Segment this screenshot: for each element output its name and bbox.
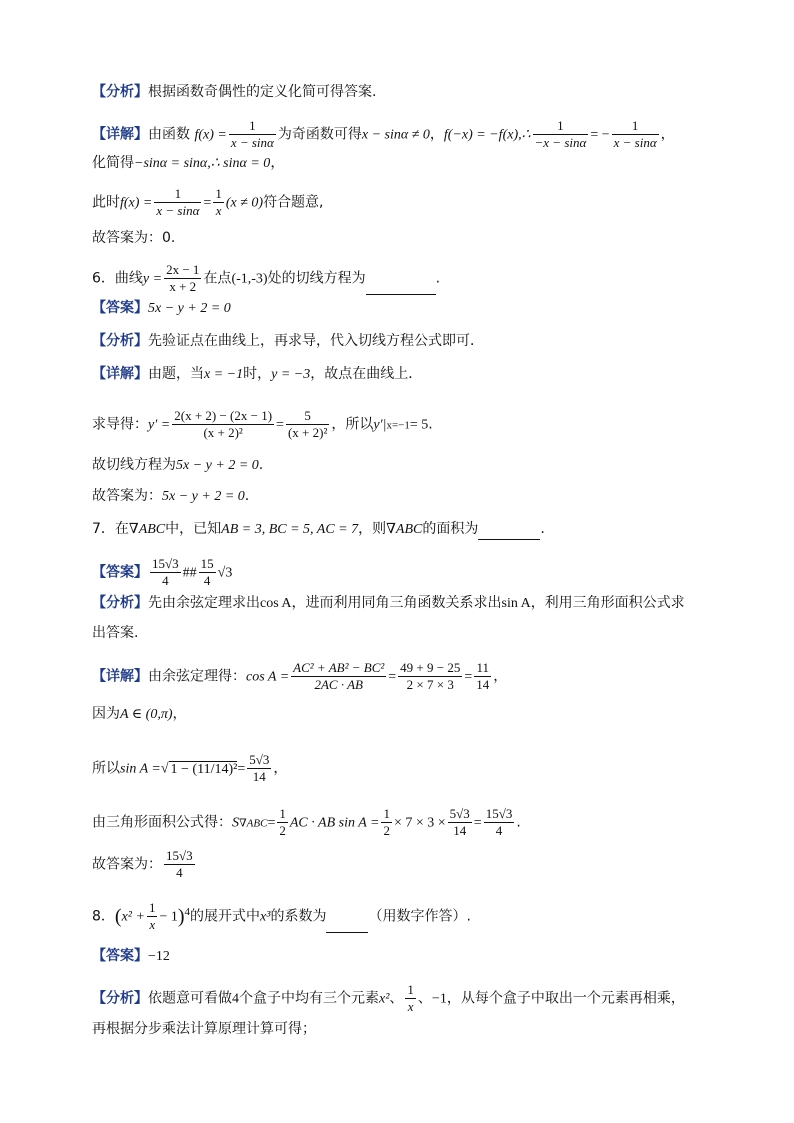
- math-eq: = −: [590, 127, 610, 143]
- answer-tag: 【答案】: [92, 300, 148, 316]
- math-eq: =: [473, 815, 482, 831]
- question-text: 处的切线方程为: [267, 270, 366, 287]
- fraction-denominator: 4: [203, 573, 211, 588]
- answer-tag: 【答案】: [92, 948, 148, 964]
- analysis-text: 依题意可看做: [148, 990, 232, 1007]
- q6-tangent: [92, 455, 263, 476]
- analysis-text: ，进而利用同角三角函数关系求出: [291, 595, 502, 611]
- fraction: [474, 660, 491, 693]
- math-eq: =: [203, 195, 212, 211]
- q6-answer: [92, 298, 231, 319]
- question-text: 的面积为: [422, 521, 479, 537]
- math-triangle: ∇ABC: [128, 522, 166, 537]
- math-term: x²: [379, 991, 390, 1007]
- detail-tag: 【详解】: [92, 366, 148, 382]
- comma: ，: [429, 126, 444, 143]
- q7-analysis: [92, 593, 685, 614]
- question-text: ，则: [358, 521, 387, 537]
- fraction: [229, 118, 276, 151]
- math-triangle: ∇ABC: [386, 522, 423, 537]
- detail-tag: 【详解】: [92, 668, 148, 685]
- fraction-denominator: −x − sinα: [534, 135, 587, 150]
- math-answer: 5x − y + 2 = 0: [148, 301, 231, 316]
- math-radicand: 1 − (11/14)²: [170, 761, 238, 777]
- detail-text: 为奇函数可得: [277, 126, 362, 143]
- math-term: x³: [260, 909, 271, 925]
- analysis-text: 再根据分步乘法计算原理计算可得；: [92, 1021, 316, 1037]
- fraction: [381, 806, 392, 839]
- math-odd: f(−x) = −f(x),∴: [443, 127, 531, 143]
- q6-analysis: [92, 331, 484, 351]
- fraction-denominator: 2: [279, 823, 286, 838]
- separator: ##: [182, 565, 197, 581]
- detail-text: 因为: [92, 706, 120, 722]
- q7-area: [92, 806, 521, 839]
- period: .: [516, 814, 521, 831]
- math-expr: × 7 × 3 ×: [393, 815, 446, 831]
- detail-text: 符合题意,: [263, 194, 324, 211]
- question-number: 8．: [92, 908, 115, 925]
- fraction-denominator: x − sinα: [230, 135, 274, 150]
- fraction-numerator: 11: [474, 660, 491, 677]
- fraction-numerator: 1: [383, 806, 390, 821]
- q7-final: [92, 848, 197, 881]
- fraction-numerator: 1: [533, 118, 589, 135]
- fraction: [398, 660, 462, 693]
- detail-text: 由余弦定理得：: [148, 668, 246, 685]
- detail-text: 故答案为：: [92, 856, 162, 873]
- question-8: 8．(x² + $\frac{1}{x}$ − 1)$^4$的展开式中x³的系数为 （用数字作答）.: [92, 900, 471, 932]
- detail-text: 由函数: [148, 126, 190, 143]
- fraction-denominator: x: [149, 917, 156, 932]
- fraction-denominator: 4: [162, 573, 169, 588]
- q6-final: [92, 486, 249, 507]
- math-value: = 5: [409, 417, 429, 433]
- period: .: [428, 416, 433, 433]
- comma: ，: [493, 668, 508, 685]
- analysis-line-1: [92, 82, 376, 102]
- q7-answer: [92, 556, 232, 589]
- fraction-denominator: x − sinα: [156, 203, 200, 218]
- math-fx: f(x) =: [194, 127, 227, 143]
- math-subscript: x=−1: [386, 419, 410, 432]
- math-cos: cos A: [260, 596, 292, 611]
- q7-range: [92, 704, 187, 725]
- math-subscript: ∇ABC: [239, 817, 268, 830]
- q7-detail: [92, 660, 507, 693]
- detail-text: 故答案为：: [92, 488, 162, 504]
- math-x: x = −1: [204, 367, 244, 382]
- math-area: S: [232, 815, 239, 831]
- comma: ，: [660, 126, 675, 143]
- fraction-numerator: 2(x + 2) − (2x − 1): [174, 408, 273, 423]
- fraction-numerator: 1: [148, 900, 156, 915]
- fraction-numerator: 15: [200, 556, 214, 571]
- fraction-denominator: 4: [176, 865, 183, 880]
- comma: ，: [270, 155, 285, 171]
- fraction-denominator: 14: [453, 823, 467, 838]
- period: .: [244, 488, 250, 504]
- answer-summary-text: 故答案为：0.: [92, 230, 176, 246]
- fraction: [533, 118, 589, 151]
- answer-tag: 【答案】: [92, 564, 148, 581]
- separator: 、: [389, 990, 404, 1007]
- answer-summary: [92, 228, 175, 248]
- fraction-denominator: 14: [476, 677, 490, 692]
- fraction: [291, 660, 386, 693]
- fraction-denominator: 4: [495, 823, 503, 838]
- analysis-text: 出答案.: [92, 625, 139, 641]
- period: .: [540, 521, 545, 537]
- comma: ，: [273, 760, 288, 777]
- fraction-denominator: 2: [383, 823, 390, 838]
- fraction-denominator: 14: [252, 769, 266, 784]
- fraction: [199, 556, 216, 589]
- math-eq: =: [276, 417, 284, 433]
- fraction-numerator: 1: [612, 118, 659, 135]
- fraction-denominator: x: [407, 999, 414, 1014]
- fraction-numerator: 1: [279, 806, 286, 821]
- answer-blank: [478, 523, 540, 540]
- detail-line-1: [92, 118, 675, 151]
- answer-blank: [326, 916, 368, 933]
- fraction-numerator: 5√3: [249, 752, 270, 767]
- fraction: [213, 186, 224, 219]
- math-eq: 5x − y + 2 = 0: [162, 489, 245, 504]
- math-range: A ∈ (0,π): [120, 707, 173, 722]
- fraction: [405, 982, 416, 1015]
- fraction-numerator: 1: [215, 186, 222, 201]
- math-cos: cos A =: [246, 669, 290, 685]
- math-eq: 5x − y + 2 = 0: [176, 458, 259, 473]
- fraction-numerator: 5: [286, 408, 329, 425]
- fraction-denominator: 2AC · AB: [314, 677, 363, 692]
- fraction-numerator: 5√3: [449, 806, 470, 821]
- question-6: [92, 262, 440, 295]
- fraction-numerator: 15√3: [152, 556, 179, 571]
- analysis-text: 个盒子中均有三个元素: [239, 990, 379, 1007]
- question-text: 的系数为: [270, 908, 327, 925]
- math-yprime: y′|: [373, 417, 387, 433]
- detail-text: 故切线方程为: [92, 457, 176, 473]
- question-text: 中，已知: [165, 521, 222, 537]
- period: .: [435, 270, 441, 287]
- fraction-numerator: AC² + AB² − BC²: [293, 660, 385, 675]
- math-eq: =: [388, 669, 397, 685]
- fraction: [150, 556, 181, 589]
- analysis-text: ，利用三角形面积公式求: [530, 595, 685, 611]
- math-given: AB = 3, BC = 5, AC = 7: [221, 522, 359, 537]
- math-y: y =: [142, 271, 163, 287]
- fraction: [247, 752, 271, 785]
- math-number: 4: [232, 991, 239, 1007]
- fraction-numerator: 1: [154, 186, 201, 203]
- math-eq: =: [237, 761, 246, 777]
- detail-text: 由三角形面积公式得：: [92, 814, 232, 831]
- detail-text: 由题，当: [148, 366, 204, 382]
- detail-text: 所以: [92, 760, 120, 777]
- comma: ，: [172, 706, 187, 722]
- detail-line-2: [92, 153, 284, 174]
- math-sin: sin A: [501, 596, 531, 611]
- fraction: [484, 806, 515, 839]
- fraction: [448, 806, 472, 839]
- detail-text: 求导得：: [92, 416, 148, 433]
- fraction: [277, 806, 288, 839]
- question-number: 7．在: [92, 521, 129, 537]
- fraction: [286, 408, 329, 441]
- analysis-tag: 【分析】: [92, 990, 148, 1007]
- question-number: 6．曲线: [92, 270, 143, 287]
- detail-line-3: [92, 186, 324, 219]
- fraction-numerator: 1: [407, 982, 414, 997]
- answer-blank: [366, 278, 436, 295]
- math-root: √3: [217, 565, 233, 581]
- math-eq: =: [267, 815, 276, 831]
- detail-text: 化简得: [92, 155, 134, 171]
- fraction-numerator: 1: [229, 118, 276, 135]
- math-y: y = −3: [271, 367, 311, 382]
- fraction-denominator: x − sinα: [613, 135, 657, 150]
- fraction-denominator: 2 × 7 × 3: [406, 677, 454, 692]
- fraction: [612, 118, 659, 151]
- q6-detail: [92, 364, 422, 385]
- fraction-numerator: 15√3: [166, 848, 193, 863]
- question-text: 在点: [203, 270, 232, 287]
- q7-analysis-cont: [92, 623, 138, 643]
- question-text: 的展开式中: [190, 908, 261, 925]
- fraction-denominator: x + 2: [169, 279, 197, 294]
- separator: 、: [417, 990, 432, 1007]
- detail-text: 时，: [243, 366, 272, 382]
- analysis-text: ，从每个盒子中取出一个元素再相乘，: [446, 990, 685, 1007]
- math-expr: x² +: [121, 909, 145, 925]
- detail-text: ，所以: [331, 416, 374, 433]
- fraction: [172, 408, 274, 441]
- q6-derivative: [92, 408, 433, 441]
- analysis-tag: 【分析】: [92, 333, 148, 349]
- fraction-numerator: 2x − 1: [166, 262, 200, 277]
- question-text: （用数字作答）.: [368, 908, 471, 925]
- fraction: [147, 900, 158, 933]
- math-expr: AC · AB sin A =: [289, 815, 380, 831]
- detail-text: ，故点在曲线上．: [310, 366, 423, 382]
- analysis-text: 先验证点在曲线上，再求导，代入切线方程公式即可．: [148, 333, 484, 349]
- analysis-text: 先由余弦定理求出: [148, 595, 260, 611]
- detail-text: 此时: [92, 194, 120, 211]
- q8-analysis-cont: [92, 1019, 316, 1039]
- math-yprime: y′ =: [148, 417, 171, 433]
- math-sin: sin A =: [120, 761, 161, 777]
- analysis-tag: 【分析】: [92, 84, 148, 100]
- question-7: [92, 519, 545, 540]
- q8-answer: [92, 946, 170, 967]
- fraction: [164, 848, 195, 881]
- math-eq: =: [464, 669, 473, 685]
- math-power: 4: [184, 905, 191, 918]
- fraction: [164, 262, 201, 295]
- math-term: −1: [431, 991, 447, 1007]
- math-eq: −sinα = sinα,∴ sinα = 0: [134, 156, 271, 171]
- fraction-numerator: 15√3: [485, 806, 513, 821]
- q8-analysis: [92, 982, 685, 1015]
- fraction-denominator: (x + 2)²: [287, 425, 328, 440]
- analysis-text: 根据函数奇偶性的定义化简可得答案.: [148, 84, 377, 100]
- fraction-denominator: (x + 2)²: [203, 425, 243, 440]
- period: .: [258, 457, 264, 473]
- analysis-tag: 【分析】: [92, 595, 148, 611]
- math-condition: x − sinα ≠ 0: [361, 127, 430, 143]
- fraction: [154, 186, 201, 219]
- math-point: (-1,-3): [231, 271, 268, 287]
- detail-tag: 【详解】: [92, 126, 148, 143]
- fraction-denominator: x: [215, 203, 222, 218]
- math-answer: −12: [148, 949, 170, 964]
- math-condition: (x ≠ 0): [225, 195, 264, 211]
- math-expr: − 1: [159, 909, 178, 925]
- fraction-numerator: 49 + 9 − 25: [400, 660, 461, 675]
- q7-sin: 所以sin A =√ 1 − (11/14)²= $\frac{5√3}{14}$ ，: [92, 752, 288, 784]
- math-f: f(x) =: [120, 195, 153, 211]
